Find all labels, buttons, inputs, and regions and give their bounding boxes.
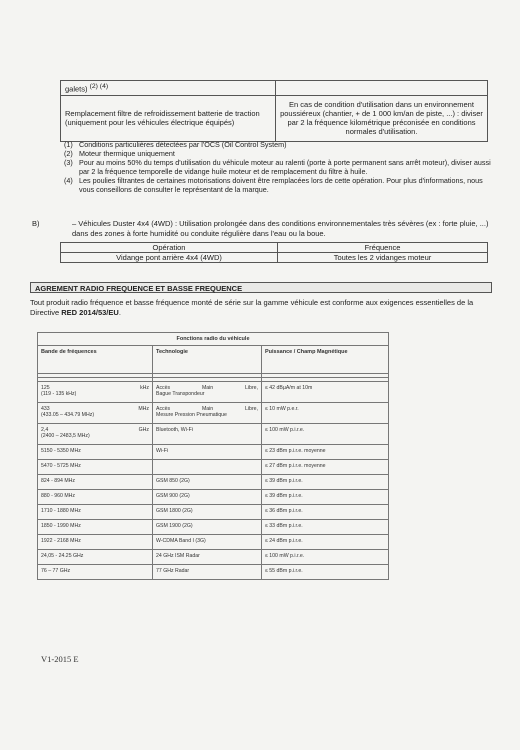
band-value: 1710 - 1880 MHz xyxy=(41,508,81,514)
band-value: 24,05 - 24.25 GHz xyxy=(41,553,84,559)
section-b-label: B) xyxy=(32,219,40,228)
footnote-text: Pour au moins 50% du temps d'utilisation du véhicule moteur au ralenti (porte à porte permanent sans arrêt moteur), diviser aussi par 2 la fréquence temporelle de vidange huile moteur et de remplacement du filtre à huile. xyxy=(79,158,491,176)
technology-text: W-CDMA Band I (3G) xyxy=(156,538,206,544)
table-title-row xyxy=(38,333,389,346)
band-unit: GHz xyxy=(138,427,149,433)
footnote-item xyxy=(64,140,494,149)
footnote-text: Conditions particulières détectées par l'OCS (Oil Control System) xyxy=(79,140,287,149)
band-value: 880 - 960 MHz xyxy=(41,493,76,499)
dusty-condition-cell: En cas de condition d'utilisation dans un environnement poussiéreux (chantier, + de 1 000 km/an de piste, ...) : diviser par 2 la fréquence kilométrique préconisée en conditions normales d'utilisation. xyxy=(276,95,488,141)
footnote-number: (1) xyxy=(64,140,73,149)
technology-text: GSM 1800 (2G) xyxy=(156,508,193,514)
agreement-paragraph xyxy=(30,298,490,318)
radio-functions-table xyxy=(37,332,389,580)
table-row xyxy=(38,445,389,460)
band-line xyxy=(41,553,149,559)
technology-cell xyxy=(153,475,262,490)
footnote-item xyxy=(64,158,494,176)
band-line xyxy=(41,478,149,484)
operation-table xyxy=(60,242,488,263)
technology-text: Libre, xyxy=(245,385,258,391)
power-cell: ≤ 36 dBm p.i.r.e. xyxy=(262,505,389,520)
directive-reference: RED 2014/53/EU xyxy=(61,308,119,317)
table-row xyxy=(61,253,488,263)
band-value: 824 - 894 MHz xyxy=(41,478,76,484)
technology-text: Wi-Fi xyxy=(156,448,169,454)
technology-cell xyxy=(153,424,262,445)
band-range: (119 - 135 kHz) xyxy=(41,391,77,397)
band-cell xyxy=(38,550,153,565)
document-version: V1-2015 E xyxy=(41,654,79,664)
band-value: 76 – 77 GHz xyxy=(41,568,71,574)
table-cell xyxy=(276,81,488,96)
table-row xyxy=(38,382,389,403)
radio-table-body xyxy=(38,382,389,580)
power-cell: ≤ 100 mW p.i.r.e. xyxy=(262,424,389,445)
band-value: 5150 - 5350 MHz xyxy=(41,448,81,454)
footnote-text: Moteur thermique uniquement xyxy=(79,149,175,158)
table-row xyxy=(38,505,389,520)
technology-cell xyxy=(153,403,262,424)
technology-text: Bluetooth, Wi-Fi xyxy=(156,427,193,433)
band-cell xyxy=(38,565,153,580)
technology-detail: Bague Transpondeur xyxy=(156,391,205,397)
section-b-text: – Véhicules Duster 4x4 (4WD) : Utilisation prolongée dans des conditions environnementales très sévères (ex : forte pluie, ...) dans des zones à forte humidité ou conduite régulière dans l'eau ou la boue. xyxy=(72,219,489,238)
band-cell xyxy=(38,490,153,505)
technology-text: Libre, xyxy=(245,406,258,412)
power-cell: ≤ 100 mW p.i.r.e. xyxy=(262,550,389,565)
frequency-cell: Toutes les 2 vidanges moteur xyxy=(278,253,488,263)
technology-line xyxy=(156,427,258,433)
technology-text: GSM 900 (2G) xyxy=(156,493,190,499)
technology-line xyxy=(156,448,258,454)
band-cell xyxy=(38,535,153,550)
band-cell xyxy=(38,520,153,535)
band-cell xyxy=(38,424,153,445)
power-cell: ≤ 24 dBm p.i.r.e. xyxy=(262,535,389,550)
band-value: 5470 - 5725 MHz xyxy=(41,463,81,469)
technology-cell xyxy=(153,565,262,580)
technology-line xyxy=(156,493,258,499)
band-line xyxy=(41,523,149,529)
power-cell: ≤ 23 dBm p.i.r.e. moyenne xyxy=(262,445,389,460)
footnote-number: (2) xyxy=(64,149,73,158)
column-header-power: Puissance / Champ Magnétique xyxy=(262,346,389,374)
technology-cell xyxy=(153,445,262,460)
technology-text: GSM 1900 (2G) xyxy=(156,523,193,529)
band-cell xyxy=(38,403,153,424)
technology-line xyxy=(156,508,258,514)
table-title: Fonctions radio du véhicule xyxy=(38,333,389,346)
table-header-row xyxy=(38,346,389,374)
technology-line xyxy=(156,553,258,559)
power-cell: ≤ 39 dBm p.i.r.e. xyxy=(262,475,389,490)
technology-line xyxy=(156,568,258,574)
frequency-header: Fréquence xyxy=(278,243,488,253)
table-cell xyxy=(61,81,276,96)
band-line xyxy=(41,493,149,499)
technology-cell xyxy=(153,382,262,403)
operation-cell: Vidange pont arrière 4x4 (4WD) xyxy=(61,253,278,263)
footnote-number: (4) xyxy=(64,176,73,185)
power-cell: ≤ 39 dBm p.i.r.e. xyxy=(262,490,389,505)
operation-header: Opération xyxy=(61,243,278,253)
technology-detail: Mesure Pression Pneumatique xyxy=(156,412,227,418)
band-line xyxy=(41,448,149,454)
row-label-galets: galets) xyxy=(65,84,88,94)
table-row xyxy=(38,424,389,445)
band-line xyxy=(41,538,149,544)
agreement-text-end: . xyxy=(118,308,121,317)
band-unit: kHz xyxy=(140,385,149,391)
technology-text: Accès xyxy=(156,406,171,412)
table-row xyxy=(38,475,389,490)
section-heading: AGREMENT RADIO FREQUENCE ET BASSE FREQUENCE xyxy=(30,282,492,293)
footnote-item xyxy=(64,176,494,194)
table-row xyxy=(61,95,488,141)
band-range: (433.05 – 434.79 MHz) xyxy=(41,412,95,418)
band-range: (2400 – 2483,5 MHz) xyxy=(41,433,90,439)
agreement-text: Tout produit radio fréquence et basse fréquence monté de série sur la gamme véhicule est conforme aux exigences essentielles de la Directive xyxy=(30,298,474,317)
table-row xyxy=(38,535,389,550)
band-line xyxy=(41,508,149,514)
table-row xyxy=(38,550,389,565)
table-header-row xyxy=(61,243,488,253)
footnote-ref: (2) (4) xyxy=(89,83,109,90)
table-row xyxy=(38,520,389,535)
band-line xyxy=(41,463,149,469)
column-header-technology: Technologie xyxy=(153,346,262,374)
technology-text: Main xyxy=(201,406,214,412)
power-cell: ≤ 33 dBm p.i.r.e. xyxy=(262,520,389,535)
technology-text: 24 GHz ISM Radar xyxy=(156,553,200,559)
power-cell: ≤ 55 dBm p.i.r.e. xyxy=(262,565,389,580)
table-row xyxy=(61,81,488,96)
technology-line xyxy=(156,478,258,484)
footnote-number: (3) xyxy=(64,158,73,167)
technology-text: Main xyxy=(201,385,214,391)
band-value: 1922 - 2168 MHz xyxy=(41,538,81,544)
band-value: 1850 - 1990 MHz xyxy=(41,523,81,529)
band-cell xyxy=(38,475,153,490)
technology-text: GSM 850 (2G) xyxy=(156,478,190,484)
technology-cell xyxy=(153,535,262,550)
technology-cell xyxy=(153,520,262,535)
band-cell xyxy=(38,445,153,460)
technology-cell xyxy=(153,460,262,475)
footnotes-list xyxy=(64,140,494,194)
table-row xyxy=(38,490,389,505)
power-cell: ≤ 42 dBµA/m at 10m xyxy=(262,382,389,403)
column-header-band: Bande de fréquences xyxy=(38,346,153,374)
filter-replacement-cell: Remplacement filtre de refroidissement batterie de traction (uniquement pour les véhicules électrique équipés) xyxy=(61,95,276,141)
technology-line xyxy=(156,538,258,544)
power-cell: ≤ 27 dBm p.i.r.e. moyenne xyxy=(262,460,389,475)
technology-text: Accès xyxy=(156,385,171,391)
band-cell xyxy=(38,382,153,403)
maintenance-table xyxy=(60,80,488,142)
technology-cell xyxy=(153,490,262,505)
footnote-item xyxy=(64,149,494,158)
band-cell xyxy=(38,460,153,475)
band-value: 125 xyxy=(41,385,50,391)
band-value: 433 xyxy=(41,406,50,412)
band-unit: MHz xyxy=(138,406,149,412)
band-value: 2,4 xyxy=(41,427,49,433)
table-row xyxy=(38,460,389,475)
technology-line xyxy=(156,523,258,529)
table-row xyxy=(38,403,389,424)
power-cell: ≤ 10 mW p.e.r. xyxy=(262,403,389,424)
technology-text: 77 GHz Radar xyxy=(156,568,190,574)
table-row xyxy=(38,565,389,580)
technology-cell xyxy=(153,550,262,565)
technology-cell xyxy=(153,505,262,520)
band-line xyxy=(41,568,149,574)
footnote-text: Les poulies filtrantes de certaines motorisations doivent être remplacées lors de cette opération. Pour plus d'informations, nous vous conseillons de consulter le représentant de la marque. xyxy=(79,176,483,194)
band-cell xyxy=(38,505,153,520)
